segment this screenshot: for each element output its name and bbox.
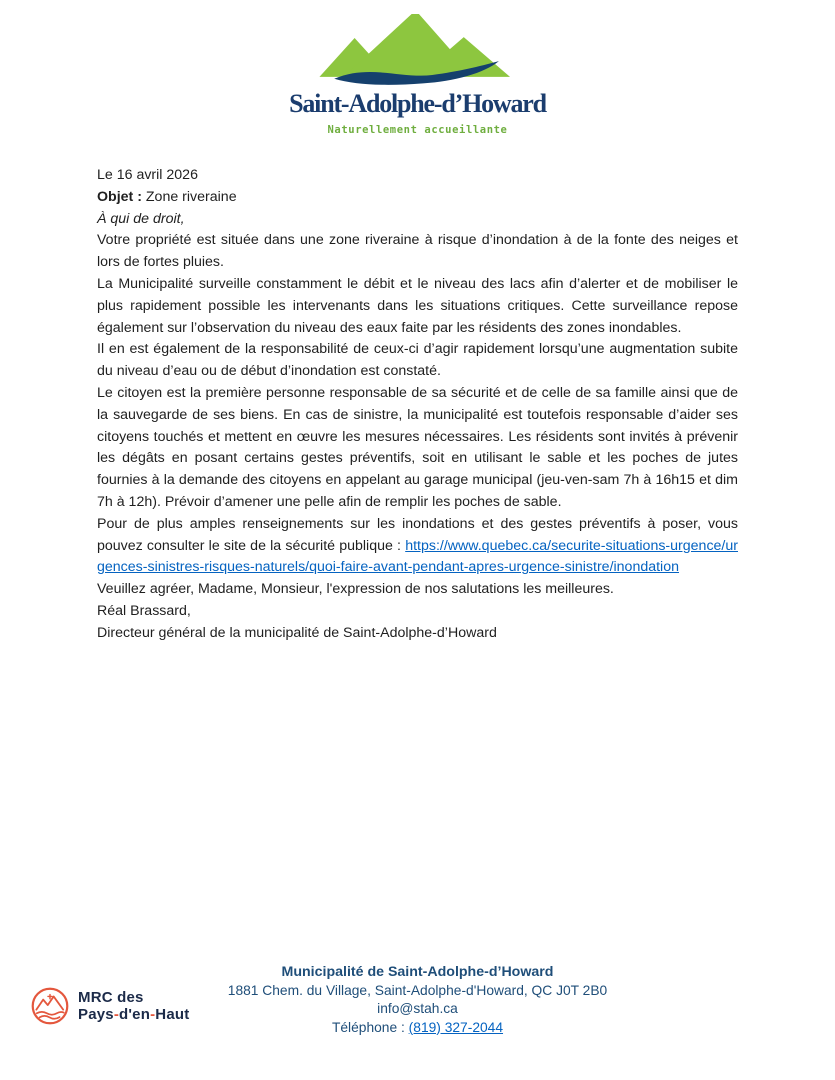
mrc-line2-den: d'en <box>119 1006 151 1023</box>
paragraph-responsibility: Il en est également de la responsabilité de ceux-ci d’agir rapidement lorsqu’une augmentation subite du niveau d’eau ou de début d’inondation est constaté. <box>97 341 738 380</box>
paragraph-monitoring: La Municipalité surveille constamment le débit et le niveau des lacs afin d’alerter et de mobiliser le plus rapidement possible les intervenants dans les situations critiques. Cette surveillance repose également sur l’observation du niveau des eaux faite par les résidents des zones inondables. <box>97 275 738 336</box>
quebec-flood-info-link[interactable]: https://www.quebec.ca/securite-situations-urgence/urgences-sinistres-risques-naturels/quoi-faire-avant-pendant-apres-urgence-sinistre/inondation <box>97 537 738 576</box>
logo-tagline: Naturellement accueillante <box>327 124 508 136</box>
mrc-hyphen: - <box>113 1006 120 1023</box>
paragraph-citizen-safety: Le citoyen est la première personne responsable de sa sécurité et de celle de sa famille ainsi que de la sauvegarde de ses biens. En cas de sinistre, la municipalité est toutefois responsable d’aider ses citoyens touchés et mettent en œuvre les mesures nécessaires. Les résidents sont invités à prévenir les dégâts en posant certains gestes préventifs, soit en utilisant le sable et les poches de jutes fournies à la demande des citoyens en appelant au garage municipal (jeu-ven-sam 7h à 16h15 et dim 7h à 12h). Prévoir d’amener une pelle afin de remplir les poches de sable. <box>97 384 738 510</box>
paragraph-property-risk: Votre propriété est située dans une zone riveraine à risque d’inondation à de la fonte des neiges et lors de fortes pluies. <box>97 232 738 271</box>
municipality-logo <box>0 14 835 136</box>
letter-subject <box>97 187 738 209</box>
footer-address: 1881 Chem. du Village, Saint-Adolphe-d'Howard, QC J0T 2B0 <box>227 982 608 998</box>
subject-label: Objet : <box>97 188 142 205</box>
mrc-line2-haut: Haut <box>155 1006 190 1023</box>
mrc-line2-pays: Pays <box>78 1006 114 1023</box>
phone-label: Téléphone : <box>331 1019 409 1035</box>
mrc-line1: MRC des <box>78 989 144 1006</box>
mountain-wave-icon <box>315 14 520 88</box>
footer-email: info@stah.ca <box>377 1001 458 1016</box>
signature-block <box>97 601 738 645</box>
more-info-text: Pour de plus amples renseignements sur les inondations et des gestes préventifs à poser, vous pouvez consulter le site de la sécurité publique : <box>97 515 738 554</box>
letter-date: Le 16 avril 2026 <box>97 167 198 183</box>
footer-phone-line <box>0 1019 835 1038</box>
signature-title: Directeur général de la municipalité de Saint-Adolphe-d’Howard <box>97 624 497 641</box>
mrc-hyphen: - <box>150 1006 156 1023</box>
signature-name: Réal Brassard, <box>97 602 191 619</box>
letter-content <box>97 165 738 645</box>
letter-closing: Veuillez agréer, Madame, Monsieur, l'expression de nos salutations les meilleures. <box>97 581 614 598</box>
letter-salutation: À qui de droit, <box>97 210 185 227</box>
subject-value: Zone riveraine <box>145 188 237 205</box>
paragraph-more-info <box>97 514 738 579</box>
logo-title: Saint-Adolphe-d’Howard <box>289 89 546 118</box>
phone-number-link[interactable]: (819) 327-2044 <box>408 1019 504 1035</box>
footer-contact <box>0 963 835 1037</box>
footer-org-name: Municipalité de Saint-Adolphe-d’Howard <box>281 964 554 980</box>
